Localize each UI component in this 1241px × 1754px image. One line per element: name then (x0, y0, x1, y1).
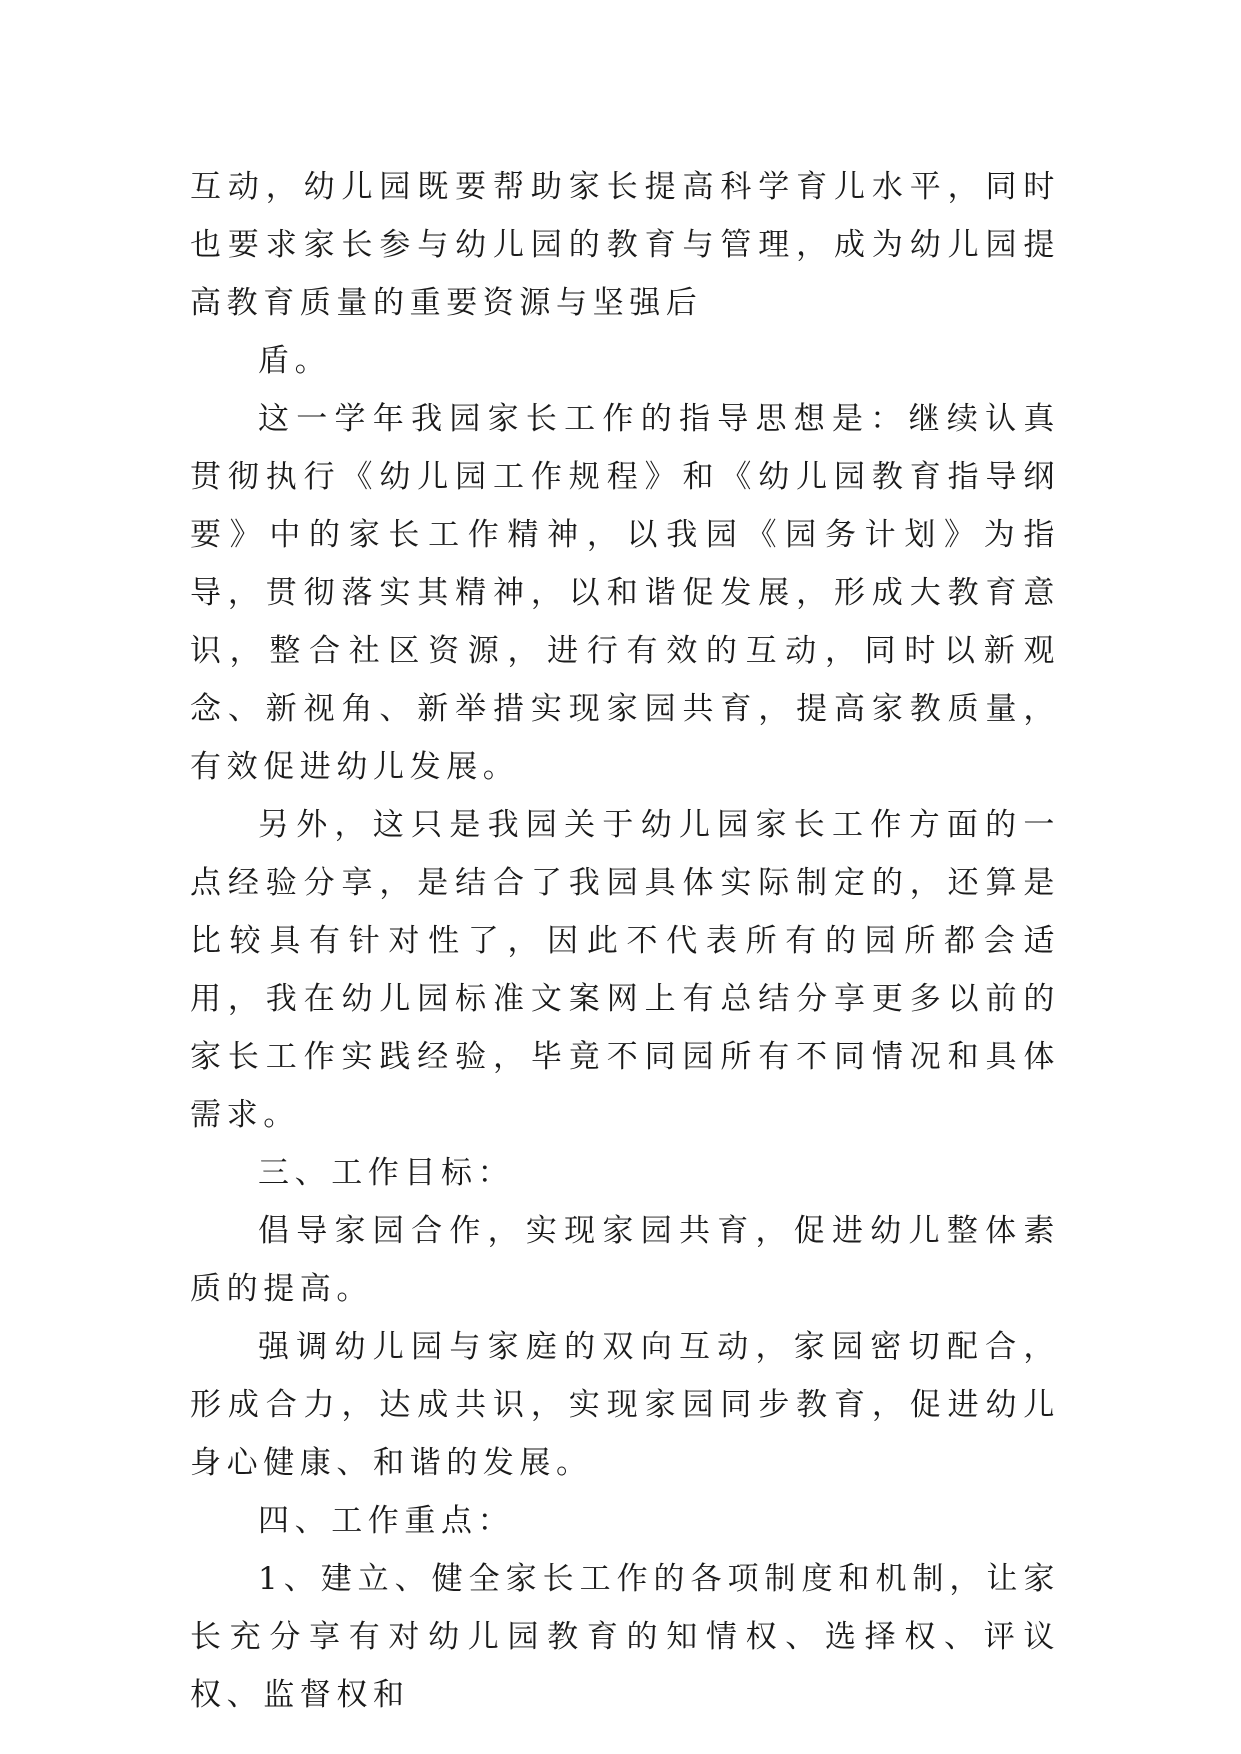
paragraph-1: 互动，幼儿园既要帮助家长提高科学育儿水平，同时也要求家长参与幼儿园的教育与管理，成为幼儿园提高教育质量的重要资源与坚强后 (190, 169, 1060, 321)
paragraph-3: 这一学年我园家长工作的指导思想是：继续认真贯彻执行《幼儿园工作规程》和《幼儿园教育指导纲要》中的家长工作精神，以我园《园务计划》为指导，贯彻落实其精神，以和谐促发展，形成大教育意识，整合社区资源，进行有效的互动，同时以新观念、新视角、新举措实现家园共育，提高家教质量，有效促进幼儿发展。 (190, 401, 1060, 785)
paragraph-5: 倡导家园合作，实现家园共育，促进幼儿整体素质的提高。 (190, 1213, 1060, 1307)
paragraph-2: 盾。 (258, 343, 332, 379)
section-heading-focus: 四、工作重点： (258, 1503, 515, 1539)
section-heading-goals: 三、工作目标： (258, 1155, 515, 1191)
paragraph-7: 1、建立、健全家长工作的各项制度和机制，让家长充分享有对幼儿园教育的知情权、选择权、评议权、监督权和 (190, 1561, 1060, 1713)
document-body (190, 158, 1060, 1724)
paragraph-6: 强调幼儿园与家庭的双向互动，家园密切配合，形成合力，达成共识，实现家园同步教育，促进幼儿身心健康、和谐的发展。 (190, 1329, 1060, 1481)
paragraph-4: 另外，这只是我园关于幼儿园家长工作方面的一点经验分享，是结合了我园具体实际制定的，还算是比较具有针对性了，因此不代表所有的园所都会适用，我在幼儿园标准文案网上有总结分享更多以前的家长工作实践经验，毕竟不同园所有不同情况和具体需求。 (190, 807, 1060, 1133)
